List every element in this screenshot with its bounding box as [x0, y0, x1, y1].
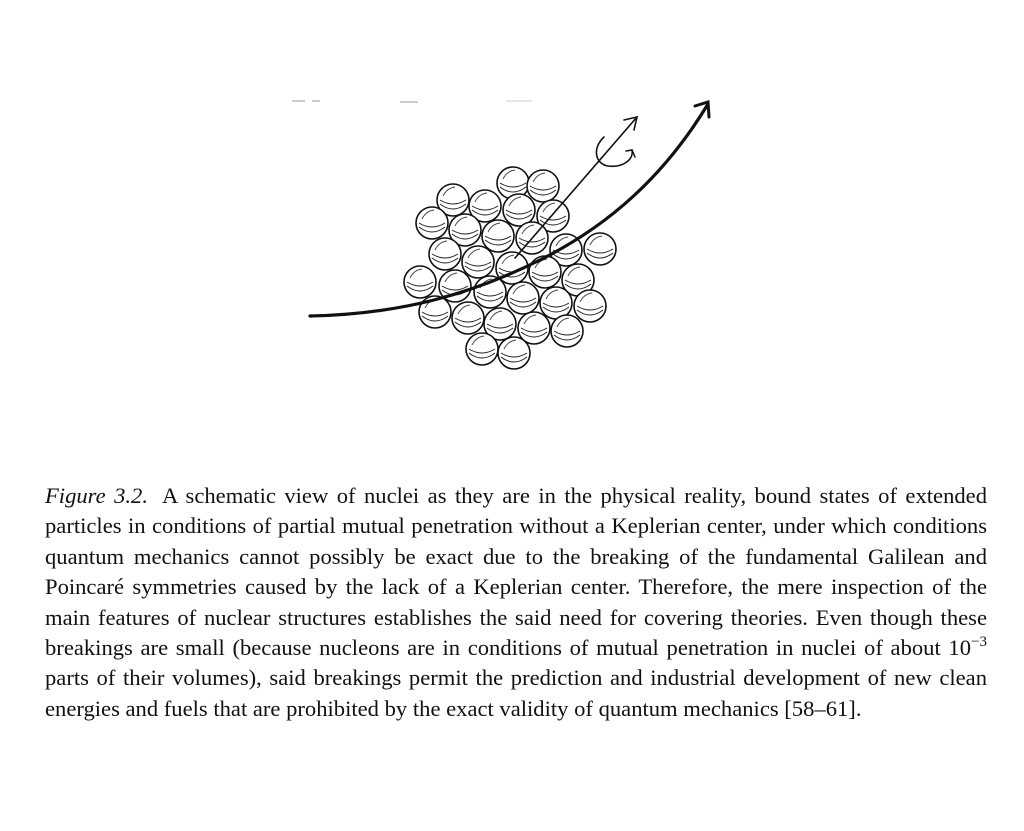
nucleon-sphere: [540, 287, 572, 319]
caption-text-part1: A schematic view of nuclei as they are in the physical reality, bound states of extended particles in conditions of partial mutual penetration without a Keplerian center, under which conditions quantum mechanics cannot possibly be exact due to the breaking of the fundamental Galilean and Poincaré symmetries caused by the lack of a Keplerian center. Therefore, the mere inspection of the main features of nuclear structures establishes the said need for covering theories. Even though these breakings are small (because nucleons are in conditions of mutual penetration in nuclei of about 10: [45, 483, 987, 661]
nucleon-sphere: [429, 238, 461, 270]
nucleon-sphere: [529, 256, 561, 288]
nucleon-sphere: [482, 220, 514, 252]
figure-label: Figure 3.2.: [45, 483, 149, 508]
nucleon-cluster: [404, 167, 616, 369]
nucleon-sphere: [498, 337, 530, 369]
nucleon-sphere: [503, 194, 535, 226]
nucleon-sphere: [466, 333, 498, 365]
nucleon-sphere: [404, 266, 436, 298]
nucleon-sphere: [507, 282, 539, 314]
scan-artifact-marks: [292, 101, 532, 102]
nucleon-sphere: [574, 290, 606, 322]
nucleon-sphere: [462, 246, 494, 278]
nucleus-illustration: [280, 80, 760, 400]
nucleon-sphere: [551, 315, 583, 347]
figure-caption: [45, 481, 987, 724]
caption-text-part2: parts of their volumes), said breakings permit the prediction and industrial development of new clean energies and fuels that are prohibited by the exact validity of quantum mechanics [58–61].: [45, 665, 987, 721]
nucleon-sphere: [527, 170, 559, 202]
nucleon-sphere: [584, 233, 616, 265]
nucleon-sphere: [416, 207, 448, 239]
caption-exponent: −3: [971, 634, 987, 651]
nucleon-sphere: [452, 302, 484, 334]
nucleus-diagram-svg: [280, 80, 760, 400]
